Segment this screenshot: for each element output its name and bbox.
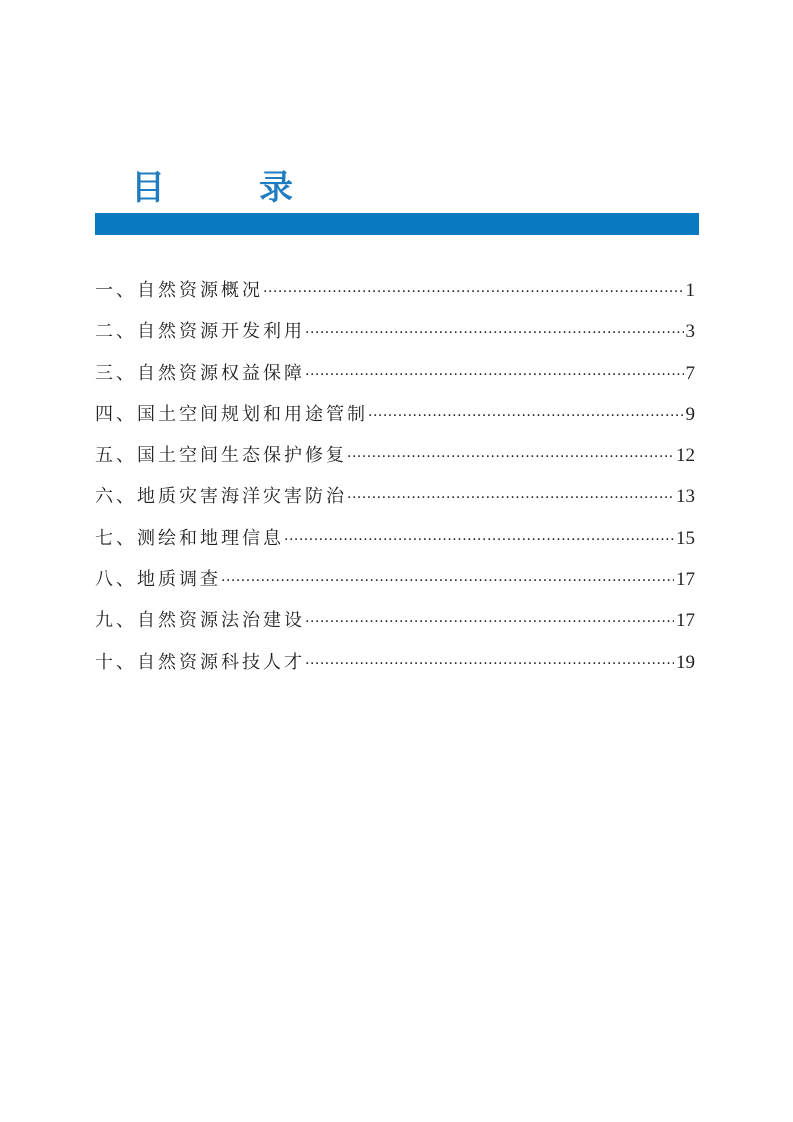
toc-entry[interactable] [95,311,695,352]
toc-entry-label: 三、自然资源权益保障 [95,362,305,384]
toc-entry-page: 9 [685,403,695,425]
dot-leader [221,561,674,602]
toc-entry[interactable] [95,518,695,559]
toc-entry[interactable] [95,642,695,683]
toc-entry-label: 四、国土空间规划和用途管制 [95,403,368,425]
toc-entry-page: 1 [685,280,695,301]
toc-entry-page: 12 [676,445,695,467]
toc-entry[interactable] [95,559,695,600]
toc-entry-page: 17 [676,610,695,632]
toc-entry[interactable] [95,600,695,641]
dot-leader [305,355,684,396]
dot-leader [368,396,684,437]
toc-entry[interactable] [95,353,695,394]
toc-entry[interactable] [95,435,695,476]
toc-entry-label: 六、地质灾害海洋灾害防治 [95,486,347,508]
dot-leader [347,437,674,478]
toc-entry-page: 3 [685,321,695,343]
toc-entry-page: 7 [685,362,695,384]
page-title: 目 录 [131,168,323,208]
toc-entry-label: 一、自然资源概况 [95,280,263,301]
toc-entry-label: 八、地质调查 [95,569,221,591]
dot-leader [305,644,674,685]
dot-leader [284,520,674,561]
toc-entry[interactable] [95,476,695,517]
toc-entry-page: 17 [676,569,695,591]
toc-entry-label: 九、自然资源法治建设 [95,610,305,632]
toc-entry-label: 七、测绘和地理信息 [95,527,284,549]
dot-leader [305,602,674,643]
toc-entry-label: 十、自然资源科技人才 [95,651,305,673]
toc-entry[interactable] [95,394,695,435]
toc-entry-label: 五、国土空间生态保护修复 [95,445,347,467]
table-of-contents [95,270,695,683]
toc-entry-label: 二、自然资源开发利用 [95,321,305,343]
toc-entry-page: 13 [676,486,695,508]
toc-entry-page: 15 [676,527,695,549]
toc-entry-page: 19 [676,651,695,673]
dot-leader [305,313,684,354]
dot-leader [347,478,674,519]
title-divider-bar [95,213,699,235]
dot-leader [263,272,684,313]
toc-entry[interactable] [95,270,695,311]
